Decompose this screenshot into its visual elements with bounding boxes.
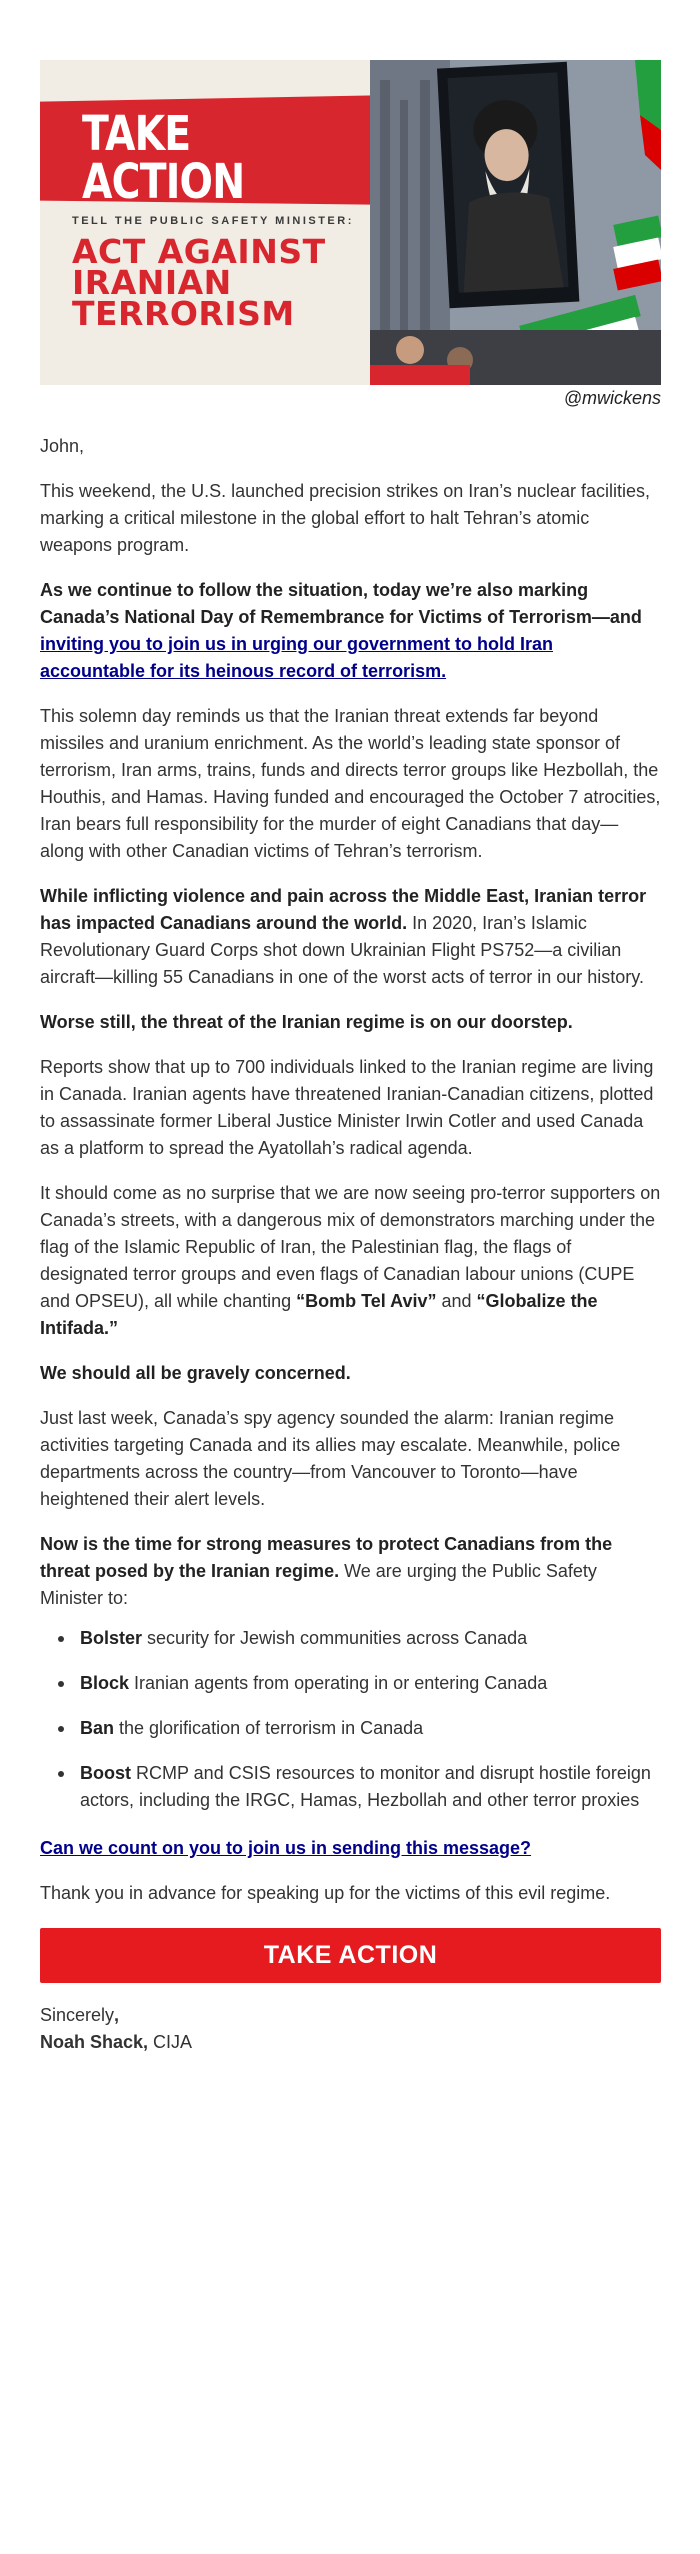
demand-verb: Block [80, 1673, 130, 1693]
demand-verb: Boost [80, 1763, 131, 1783]
paragraph-gravely-concerned [40, 1360, 661, 1387]
flag-iran-right [613, 215, 661, 290]
protest-photo-art [370, 60, 661, 385]
doorstep-bold-text: Worse still, the threat of the Iranian regime is on our doorstep. [40, 1012, 573, 1032]
measures-bold-text: Now is the time for strong measures to protect Canadians from the threat posed by the Iranian regime. [40, 1534, 613, 1581]
list-item [40, 1760, 661, 1814]
demand-text: Iranian agents from operating in or entering Canada [129, 1673, 548, 1693]
demand-text: security for Jewish communities across Canada [142, 1628, 528, 1648]
impacted-bold-text: While inflicting violence and pain across the Middle East, Iranian terror has impacted Canadians around the world. [40, 886, 647, 933]
greeting: John, [40, 436, 85, 456]
photo-credit: @mwickens [563, 388, 661, 408]
banner-label: TAKE ACTION [82, 106, 245, 210]
closing-comma: , [114, 2005, 120, 2025]
list-item [40, 1715, 661, 1742]
impacted-rest-text: In 2020, Iran’s Islamic Revolutionary Guard Corps shot down Ukrainian Flight PS752—a civilian aircraft—killing 55 Canadians in one of the worst acts of terror in our history. [40, 913, 644, 987]
closing-line [40, 2002, 192, 2029]
paragraph-spy-agency: Just last week, Canada’s spy agency sounded the alarm: Iranian regime activities targeting Canada and its allies may escalate. Meanwhile, police departments across the country—from Vancouver to Toronto—have heightened their alert levels. [40, 1408, 621, 1509]
signer-line [40, 2029, 192, 2056]
paragraph-iranian-threat: This solemn day reminds us that the Iranian threat extends far beyond missiles and uranium enrichment. As the world’s leading state sponsor of terrorism, Iran arms, trains, funds and directs terror groups like Hezbollah, the Houthis, and Hamas. Having funded and encouraged the October 7 atrocities, Iran bears full responsibility for the murder of eight Canadians that day—along with other Canadian victims of Tehran’s terrorism. [40, 706, 661, 861]
headline-line: TERRORISM [72, 294, 295, 333]
signer-org: CIJA [148, 2032, 193, 2052]
chant-and: and [436, 1291, 477, 1311]
closing-word: Sincerely [40, 2005, 115, 2025]
paragraph-doorstep [40, 1009, 661, 1036]
headline-line: IRANIAN [72, 263, 232, 302]
paragraph-pro-terror-supporters [40, 1180, 661, 1342]
chant-two: “Globalize the Intifada.” [40, 1291, 598, 1338]
join-us-link[interactable]: inviting you to join us in urging our government to hold Iran accountable for its heinous record of terrorism. [40, 634, 553, 681]
paragraph-strikes: This weekend, the U.S. launched precision strikes on Iran’s nuclear facilities, marking a critical milestone in the global effort to halt Tehran’s atomic weapons program. [40, 481, 650, 555]
paragraph-strong-measures [40, 1531, 661, 1612]
measures-rest-text: We are urging the Public Safety Minister to: [40, 1561, 597, 1608]
concerned-bold-text: We should all be gravely concerned. [40, 1363, 351, 1383]
remembrance-bold-text: As we continue to follow the situation, today we’re also marking Canada’s National Day of Remembrance for Victims of Terrorism—and [40, 580, 642, 627]
list-item [40, 1625, 661, 1652]
demand-text: RCMP and CSIS resources to monitor and disrupt hostile foreign actors, including the IRGC, Hamas, Hezbollah and other terror proxies [80, 1763, 651, 1810]
paragraph-cta-link [40, 1835, 661, 1862]
paragraph-impacted-canadians [40, 883, 661, 991]
demands-list [40, 1625, 661, 1832]
chant-one: “Bomb Tel Aviv” [296, 1291, 437, 1311]
paragraph-remembrance [40, 577, 661, 685]
supporters-text: It should come as no surprise that we are now seeing pro-terror supporters on Canada’s streets, with a dangerous mix of demonstrators marching under the flag of the Islamic Republic of Iran, the Palestinian flag, the flags of designated terror groups and even flags of Canadian labour unions (CUPE and OPSEU), all while chanting [40, 1183, 661, 1311]
hero-kicker: TELL THE PUBLIC SAFETY MINISTER: [72, 215, 354, 227]
protest-photo [370, 60, 661, 385]
hero-headline [72, 232, 402, 333]
signer-name: Noah Shack, [40, 2032, 149, 2052]
demand-verb: Bolster [80, 1628, 143, 1648]
signature-block [40, 2002, 192, 2056]
demand-text: the glorification of terrorism in Canada [114, 1718, 424, 1738]
list-item [40, 1670, 661, 1697]
take-action-button[interactable]: TAKE ACTION [40, 1928, 661, 1983]
paragraph-700-individuals: Reports show that up to 700 individuals linked to the Iranian regime are living in Canada. Iranian agents have threatened Iranian-Canadian citizens, plotted to assassinate former Liberal Justice Minister Irwin Cotler and used Canada as a platform to spread the Ayatollah’s radical agenda. [40, 1057, 654, 1158]
headline-line: ACT AGAINST [72, 232, 326, 271]
count-on-you-link[interactable]: Can we count on you to join us in sending this message? [40, 1838, 532, 1858]
demand-verb: Ban [80, 1718, 115, 1738]
hero-banner-image[interactable] [40, 60, 661, 385]
paragraph-thanks: Thank you in advance for speaking up for the victims of this evil regime. [40, 1883, 611, 1903]
